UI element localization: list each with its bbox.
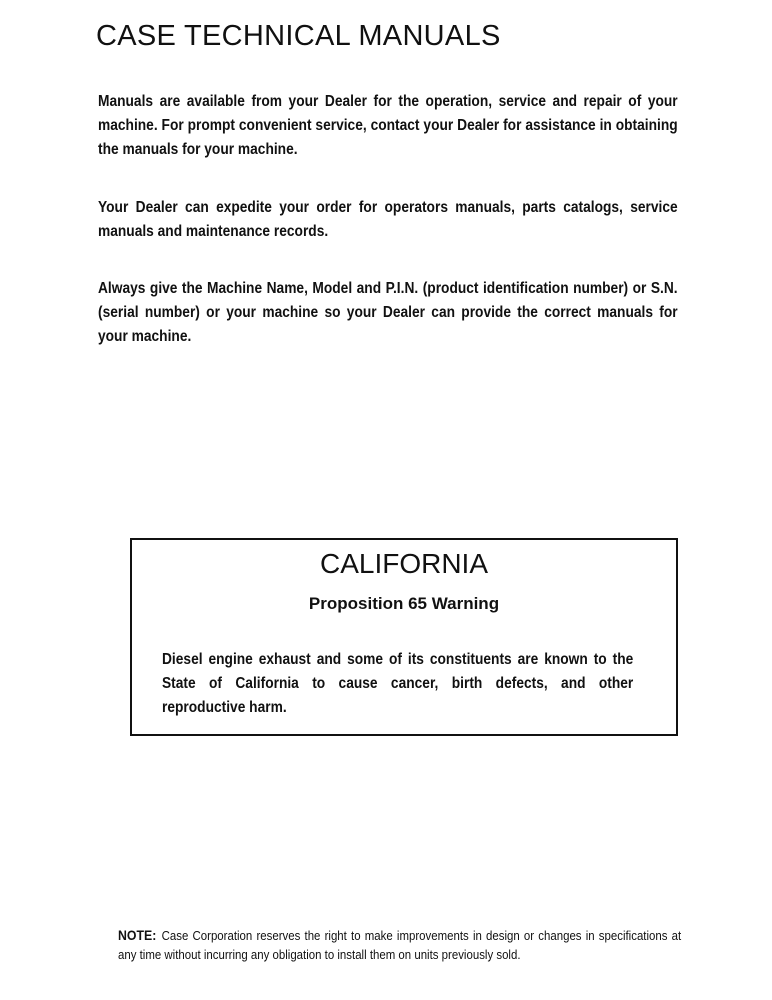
dealer-expedite-paragraph: Your Dealer can expedite your order for operators manuals, parts catalogs, service manuals and maintenance records.: [98, 199, 678, 240]
machine-identification-paragraph: Always give the Machine Name, Model and P.I.N. (product identification number) or S.N. (serial number) or your machine so your Dealer can provide the correct manuals for your machine.: [98, 280, 678, 345]
california-warning-box: [130, 538, 678, 736]
note-text: Case Corporation reserves the right to make improvements in design or changes in specifications at any time without incurring any obligation to install them on units previously sold.: [118, 928, 682, 962]
footer-note: [118, 926, 681, 964]
warning-subheading: Proposition 65 Warning: [308, 594, 500, 613]
manuals-availability-paragraph: Manuals are available from your Dealer for the operation, service and repair of your machine. For prompt convenient service, contact your Dealer for assistance in obtaining the manuals for your machine.: [98, 93, 678, 158]
page-title: CASE TECHNICAL MANUALS: [96, 20, 501, 52]
warning-heading: CALIFORNIA: [319, 548, 489, 579]
note-label: NOTE:: [118, 927, 157, 943]
warning-text: Diesel engine exhaust and some of its constituents are known to the State of California to cause cancer, birth defects, and other reproductive harm.: [162, 651, 634, 716]
